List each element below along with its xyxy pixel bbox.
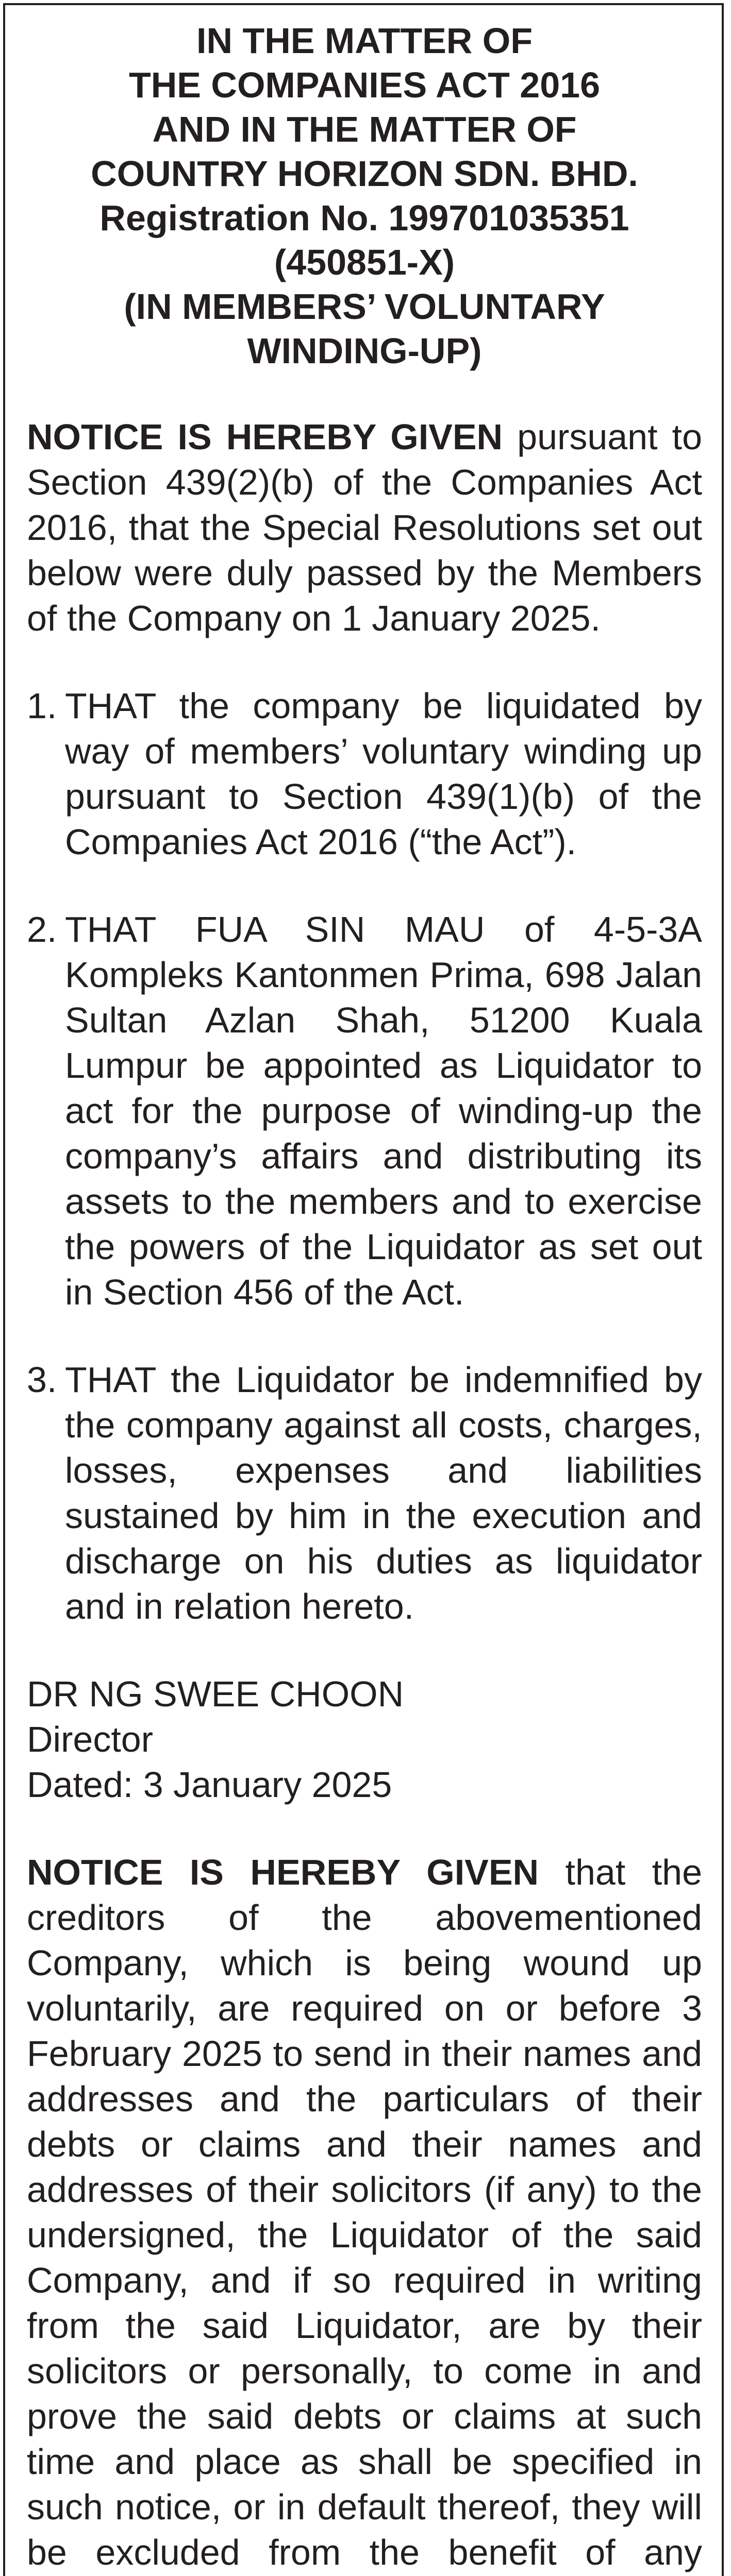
- resolution-text: THAT FUA SIN MAU of 4-5-3A Kompleks Kantonmen Prima, 698 Jalan Sultan Azlan Shah, 51200 Kuala Lumpur be appointed as Liquidator to act for the purpose of winding-up the company’s affairs and distributing its assets to the members and to exercise the powers of the Liquidator as set out in Section 456 of the Act.: [65, 909, 702, 1312]
- heading-line: (IN MEMBERS’ VOLUNTARY: [124, 286, 605, 327]
- heading-line: IN THE MATTER OF: [196, 21, 533, 61]
- notice-heading: [27, 19, 702, 373]
- resolutions-list: [27, 683, 702, 1629]
- old-registration-number: (450851-X): [274, 242, 455, 282]
- heading-line: WINDING-UP): [247, 331, 482, 371]
- heading-line: THE COMPANIES ACT 2016: [128, 65, 601, 105]
- heading-line: AND IN THE MATTER OF: [152, 109, 577, 149]
- resolution-notice-paragraph: [27, 414, 702, 641]
- resolution-number: 2.: [27, 909, 57, 950]
- legal-notice: [27, 19, 702, 2576]
- notice-body: pursuant to Section 439(2)(b) of the Companies Act 2016, that the Special Resolutions set out below were duly passed by the Members of the Company on 1 January 2025.: [27, 417, 703, 638]
- resolution-item: [27, 907, 702, 1315]
- resolution-item: [27, 1357, 702, 1629]
- director-signature-block: [27, 1671, 702, 1807]
- resolution-item: [27, 683, 702, 865]
- resolution-number: 1.: [27, 686, 57, 726]
- director-name: DR NG SWEE CHOON: [27, 1674, 404, 1714]
- resolution-text: THAT the Liquidator be indemnified by the company against all costs, charges, losses, expenses and liabilities sustained by him in the execution and discharge on his duties as liquidator and in relation hereto.: [65, 1360, 702, 1626]
- director-title: Director: [27, 1719, 154, 1759]
- creditors-notice-paragraph: [27, 1850, 702, 2576]
- notice-body: that the creditors of the abovementioned Company, which is being wound up voluntarily, are required on or before 3 February 2025 to send in their names and addresses and the particulars of their debts or claims and their names and addresses of their solicitors (if any) to the undersigned, the Liquidator of the said Company, and if so required in writing from the said Liquidator, are by their solicitors or personally, to come in and prove the said debts or claims at such time and place as shall be specified in such notice, or in default thereof, they will be excluded from the benefit of any: [27, 1852, 702, 2572]
- resolution-text: THAT the company be liquidated by way of members’ voluntary winding up pursuant to Section 439(1)(b) of the Companies Act 2016 (“the Act”).: [65, 686, 702, 862]
- registration-number: Registration No. 199701035351: [99, 198, 629, 238]
- resolution-number: 3.: [27, 1360, 57, 1400]
- notice-lead: NOTICE IS HEREBY GIVEN: [27, 417, 503, 457]
- notice-lead: NOTICE IS HEREBY GIVEN: [27, 1852, 539, 1892]
- company-name: COUNTRY HORIZON SDN. BHD.: [91, 154, 638, 194]
- director-dated: Dated: 3 January 2025: [27, 1765, 392, 1805]
